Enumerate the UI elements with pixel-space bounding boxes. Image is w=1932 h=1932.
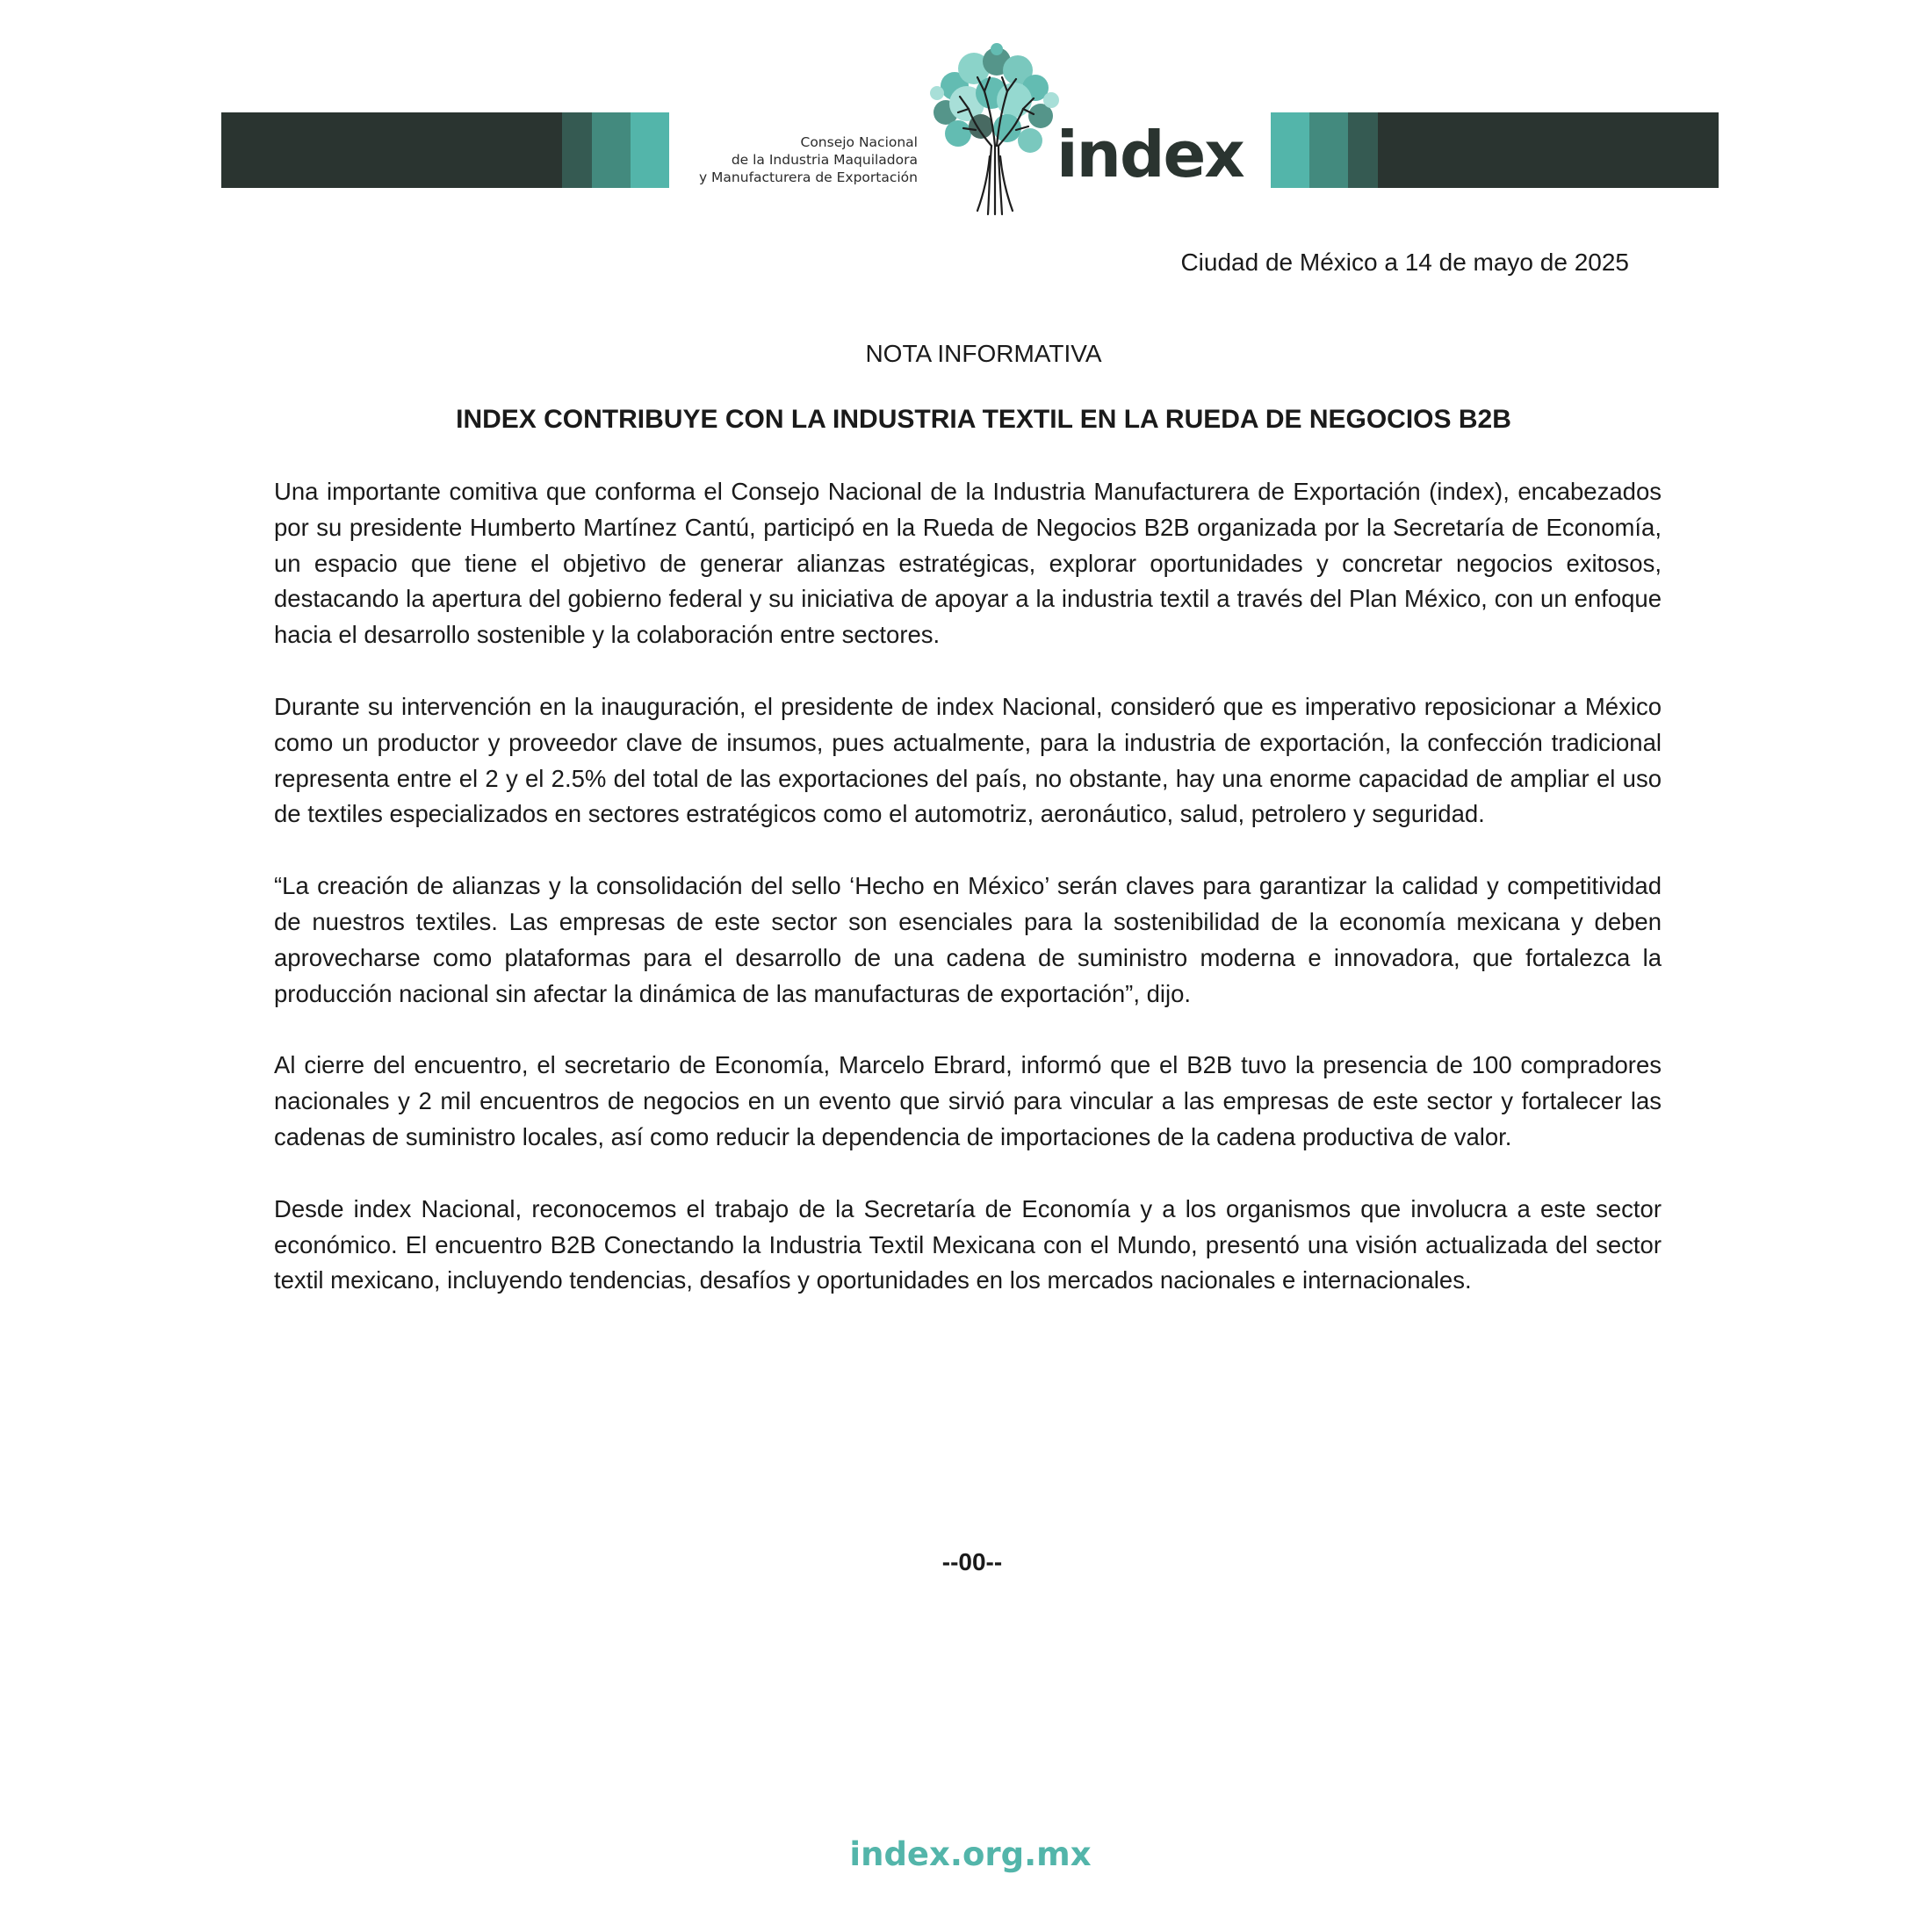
paragraph: Al cierre del encuentro, el secretario de Economía, Marcelo Ebrard, informó que el B2B tuvo la presencia de 100 compradores nacionales y 2 mil encuentros de negocios en un evento que sirvió para vincular a las empresas de este sector y fortalecer las cadenas de suministro locales, así como reducir la dependencia de importaciones de la cadena productiva de valor. (274, 1051, 1662, 1150)
footer-website-link[interactable]: index.org.mx (849, 1835, 1092, 1873)
logo-organization-name (672, 133, 918, 186)
date-line: Ciudad de México a 14 de mayo de 2025 (1180, 249, 1629, 276)
paragraph: “La creación de alianzas y la consolidación del sello ‘Hecho en México’ serán claves para garantizar la calidad y competitividad de nuestros textiles. Las empresas de este sector son esenciales para la sostenibilidad de la economía mexicana y deben aprovecharse como plataformas para el desarrollo de una cadena de suministro moderna e innovadora, que fortalezca la producción nacional sin afectar la dinámica de las manufacturas de exportación”, dijo. (274, 872, 1662, 1007)
logo-wordmark: index (1056, 118, 1244, 191)
band-segment-dark (1378, 112, 1719, 188)
band-segment-slate (1348, 112, 1378, 188)
headline: INDEX CONTRIBUYE CON LA INDUSTRIA TEXTIL EN LA RUEDA DE NEGOCIOS B2B (456, 405, 1511, 434)
header-band-right (1271, 112, 1719, 188)
band-segment-teal (592, 112, 631, 188)
logo-org-line-1: Consejo Nacional (800, 134, 918, 150)
document-type: NOTA INFORMATIVA (865, 340, 1102, 367)
tree-icon (919, 42, 1069, 218)
paragraph: Durante su intervención en la inauguración, el presidente de index Nacional, consideró que es imperativo reposicionar a México como un productor y proveedor clave de insumos, pues actualmente, para la industria de exportación, la confección tradicional representa entre el 2 y el 2.5% del total de las exportaciones del país, no obstante, hay una enorme capacidad de ampliar el uso de textiles especializados en sectores estratégicos como el automotriz, aeronáutico, salud, petrolero y seguridad. (274, 692, 1662, 828)
band-segment-light-teal (1271, 112, 1309, 188)
paragraph: Una importante comitiva que conforma el Consejo Nacional de la Industria Manufacturera de Exportación (index), encabezados por su presidente Humberto Martínez Cantú, participó en la Rueda de Negocios B2B organizada por la Secretaría de Economía, un espacio que tiene el objetivo de generar alianzas estratégicas, explorar oportunidades y concretar negocios exitosos, destacando la apertura del gobierno federal y su iniciativa de apoyar a la industria textil a través del Plan México, con un enfoque hacia el desarrollo sostenible y la colaboración entre sectores. (274, 478, 1662, 649)
band-segment-dark (221, 112, 562, 188)
logo-org-line-2: de la Industria Maquiladora (731, 152, 918, 168)
end-mark: --00-- (941, 1548, 1003, 1575)
band-segment-light-teal (631, 112, 669, 188)
paragraph: Desde index Nacional, reconocemos el trabajo de la Secretaría de Economía y a los organismos que involucra a este sector económico. El encuentro B2B Conectando la Industria Textil Mexicana con el Mundo, presentó una visión actualizada del sector textil mexicano, incluyendo tendencias, desafíos y oportunidades en los mercados nacionales e internacionales. (274, 1194, 1662, 1294)
logo-org-line-3: y Manufacturera de Exportación (698, 169, 918, 185)
band-segment-teal (1309, 112, 1348, 188)
header-band-left (221, 112, 669, 188)
document-body (274, 474, 1662, 1335)
band-segment-slate (562, 112, 592, 188)
index-logo (698, 42, 1244, 218)
